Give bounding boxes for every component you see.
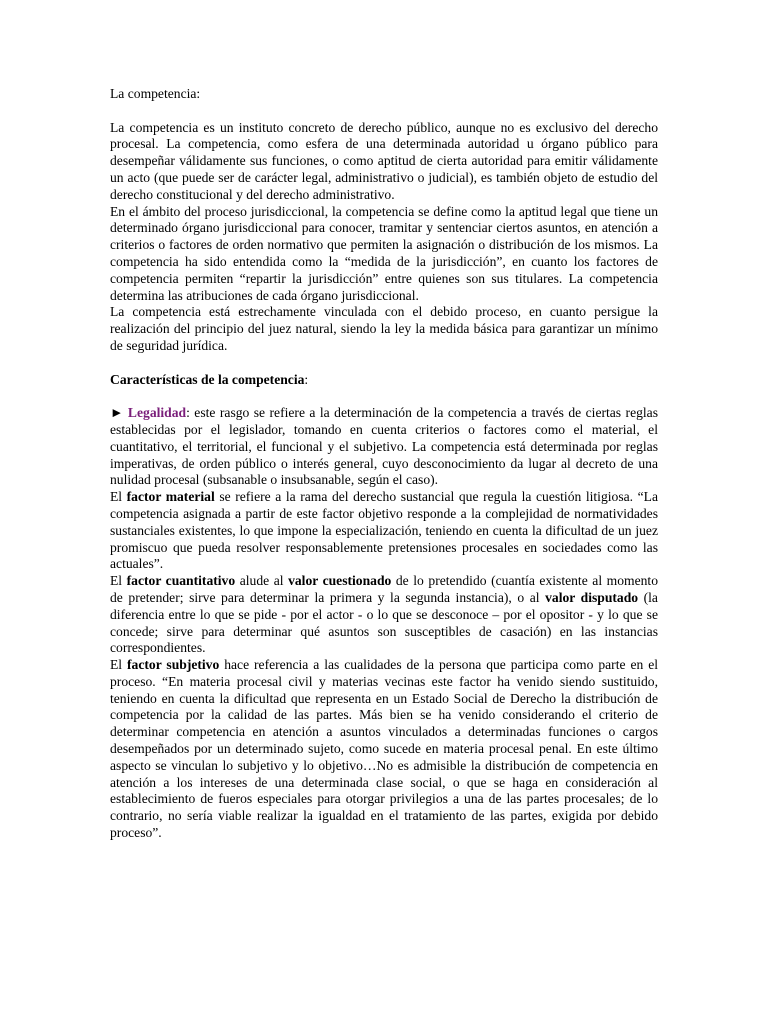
factor-cuantitativo-text-1: alude al bbox=[235, 573, 289, 589]
document-page bbox=[110, 86, 658, 842]
factor-material-paragraph bbox=[110, 489, 658, 573]
intro-paragraph-2: En el ámbito del proceso jurisdiccional, la competencia se define como la aptitud legal que tiene un determinado órgano jurisdiccional para conocer, tramitar y sentenciar ciertos asuntos, en atención a criterios o factores de orden normativo que permiten la asignación o distribución de los mismos. La competencia ha sido entendida como la “medida de la jurisdicción”, en cuanto los factores de competencia permiten “repartir la jurisdicción” entre quienes son sus titulares. La competencia determina las atribuciones de cada órgano jurisdiccional. bbox=[110, 203, 658, 303]
valor-disputado-term: valor disputado bbox=[545, 589, 639, 605]
spacer bbox=[110, 103, 658, 120]
intro-paragraph-3: La competencia está estrechamente vinculada con el debido proceso, en cuanto persigue la realización del principio del juez natural, siendo la ley la medida básica para garantizar un mínimo de seguridad jurídica. bbox=[110, 304, 658, 353]
prefix: El bbox=[110, 489, 127, 505]
legalidad-text: : este rasgo se refiere a la determinación de la competencia a través de ciertas reglas establecidas por el legislador, tomando en cuenta criterios o factores como el material, el cuantitativo, el territorial, el funcional y el subjetivo. La competencia está determinada por reglas imperativas, de orden público o interés general, cuyo desconocimiento da lugar al decreto de una nulidad procesal (subsanable o insubsanable, según el caso). bbox=[110, 405, 658, 488]
intro-paragraph-1: La competencia es un instituto concreto de derecho público, aunque no es exclusivo del derecho procesal. La competencia, como esfera de una determinada autoridad u órgano público para desempeñar válidamente sus funciones, o como aptitud de cierta autoridad para emitir válidamente un acto (que puede ser de carácter legal, administrativo o judicial), es también objeto de estudio del derecho constitucional y del derecho administrativo. bbox=[110, 119, 658, 202]
spacer bbox=[110, 355, 658, 372]
characteristics-heading bbox=[110, 372, 658, 389]
prefix: El bbox=[110, 573, 127, 589]
characteristics-title: Características de la competencia bbox=[110, 371, 305, 387]
factor-cuantitativo-term: factor cuantitativo bbox=[126, 573, 236, 589]
factor-material-text: se refiere a la rama del derecho sustancial que regula la cuestión litigiosa. “La competencia asignada a partir de este factor objetivo responde a la complejidad de normatividades sustanciales existentes, lo que impone la especialización, teniendo en cuenta la dificultad de un juez promiscuo que pueda resolver responsablemente pretensiones procesales en sociedades como las actuales”. bbox=[110, 489, 658, 572]
valor-cuestionado-term: valor cuestionado bbox=[288, 573, 392, 589]
bullet-arrow-icon: ► bbox=[110, 405, 124, 421]
factor-material-term: factor material bbox=[126, 489, 215, 505]
factor-cuantitativo-text-2: de lo pretendido (cuantía existente al momento de pretender; sirve para determinar la primera y la segunda instancia), o al bbox=[110, 573, 659, 605]
factor-cuantitativo-text-3: (la diferencia entre lo que se pide - por el actor - o lo que se desconoce – por el opositor - y lo que se concede; sirve para determinar qué asuntos son susceptibles de casación) en las instancias correspondientes. bbox=[110, 589, 658, 656]
factor-cuantitativo-paragraph bbox=[110, 573, 658, 657]
characteristics-colon: : bbox=[304, 371, 309, 387]
heading: La competencia: bbox=[110, 86, 201, 101]
legalidad-term: Legalidad bbox=[127, 405, 187, 421]
prefix: El bbox=[110, 657, 128, 673]
legalidad-paragraph bbox=[110, 405, 658, 489]
factor-subjetivo-term: factor subjetivo bbox=[127, 657, 220, 673]
spacer bbox=[110, 388, 658, 405]
factor-subjetivo-paragraph bbox=[110, 657, 658, 842]
factor-subjetivo-text: hace referencia a las cualidades de la persona que participa como parte en el proceso. “En materia procesal civil y materias vecinas este factor ha venido siendo sustituido, teniendo en cuenta la dificultad que representa en un Estado Social de Derecho la distribución de competencia por la calidad de las partes. Más bien se ha venido considerando el criterio de determinar competencia en atención a asuntos vinculados a determinadas funciones o cargos desempeñados por un determinado sujeto, como sucede en materia procesal penal. En este último aspecto se vinculan lo subjetivo y lo objetivo…No es admisible la distribución de competencia en atención a los intereses de una determinada clase social, o que se haga en consideración al establecimiento de fueros especiales para otorgar privilegios a una de las partes procesales; de lo contrario, no sería viable realizar la igualdad en el tratamiento de las partes, exigida por debido proceso”. bbox=[110, 657, 658, 841]
